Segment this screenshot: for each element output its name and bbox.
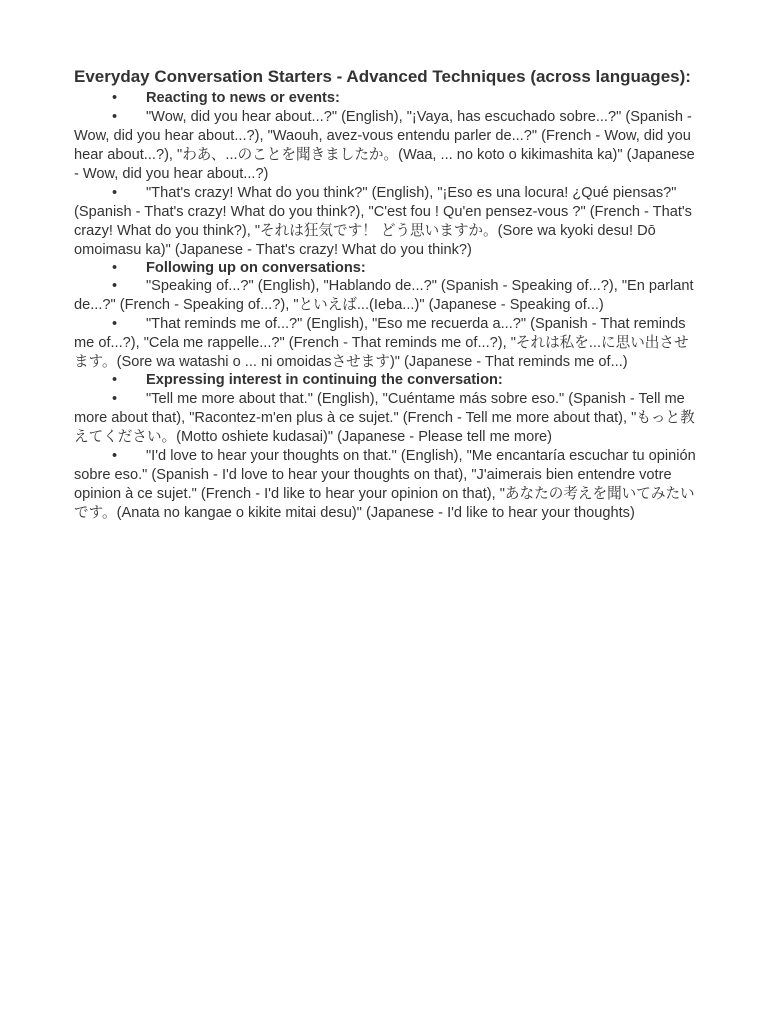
section-heading-reacting: • Reacting to news or events:	[112, 90, 340, 106]
bullet-icon: •	[112, 278, 118, 295]
list-item: • "I'd love to hear your thoughts on that." (English), "Me encantaría escuchar tu opinión sobre eso." (Spanish - I'd love to hear your thoughts on that), "J'aimerais bien entendre votre opinion à ce sujet." (French - I'd like to hear your opinion on that), "あなたの考えを聞いてみたいです。(Anata no kangae o kikite mitai desu)" (Japanese - I'd like to hear your thoughts)	[74, 447, 696, 521]
document-title: Everyday Conversation Starters - Advanced Techniques (across languages):	[74, 67, 691, 86]
section-heading-following-up: • Following up on conversations:	[112, 259, 366, 276]
bullet-icon: •	[112, 184, 118, 201]
bullet-icon: •	[112, 108, 118, 125]
bullet-icon: •	[112, 372, 118, 389]
bullet-icon: •	[112, 259, 118, 276]
list-item: • "Speaking of...?" (English), "Hablando de...?" (Spanish - Speaking of...?), "En parlant de...?" (French - Speaking of...?), "といえば...(Ieba...)" (Japanese - Speaking of...)	[74, 278, 694, 314]
bullet-icon: •	[112, 316, 118, 333]
section-heading-expressing-interest: • Expressing interest in continuing the conversation:	[112, 372, 503, 389]
list-item: • "Tell me more about that." (English), "Cuéntame más sobre eso." (Spanish - Tell me more about that), "Racontez-m'en plus à ce sujet." (French - Tell me more about that), "もっと教えてください。(Motto oshiete kudasai)" (Japanese - Please tell me more)	[74, 390, 695, 445]
document-page	[74, 66, 696, 523]
bullet-icon: •	[112, 390, 118, 407]
list-item: • "That reminds me of...?" (English), "Eso me recuerda a...?" (Spanish - That reminds me of...?), "Cela me rappelle...?" (French - That reminds me of...?), "それは私を...に思い出させます。(Sore wa watashi o ... ni omoidasさせます)" (Japanese - That reminds me of...)	[74, 316, 689, 371]
list-item: • "Wow, did you hear about...?" (English), "¡Vaya, has escuchado sobre...?" (Spanish - Wow, did you hear about...?), "Waouh, avez-vous entendu parler de...?" (French - Wow, did you hear about...?), "わあ、...のことを聞きましたか。(Waa, ... no koto o kikimashita ka)" (Japanese - Wow, did you hear about...?)	[74, 108, 695, 182]
bullet-icon: •	[112, 447, 118, 464]
bullet-icon: •	[112, 90, 118, 106]
list-item: • "That's crazy! What do you think?" (English), "¡Eso es una locura! ¿Qué piensas?" (Spanish - That's crazy! What do you think?), "C'est fou ! Qu'en pensez-vous ?" (French - That's crazy! What do you think?), "それは狂気です！ どう思いますか。(Sore wa kyoki desu! Dō omoimasu ka)" (Japanese - That's crazy! What do you think?)	[74, 184, 692, 258]
